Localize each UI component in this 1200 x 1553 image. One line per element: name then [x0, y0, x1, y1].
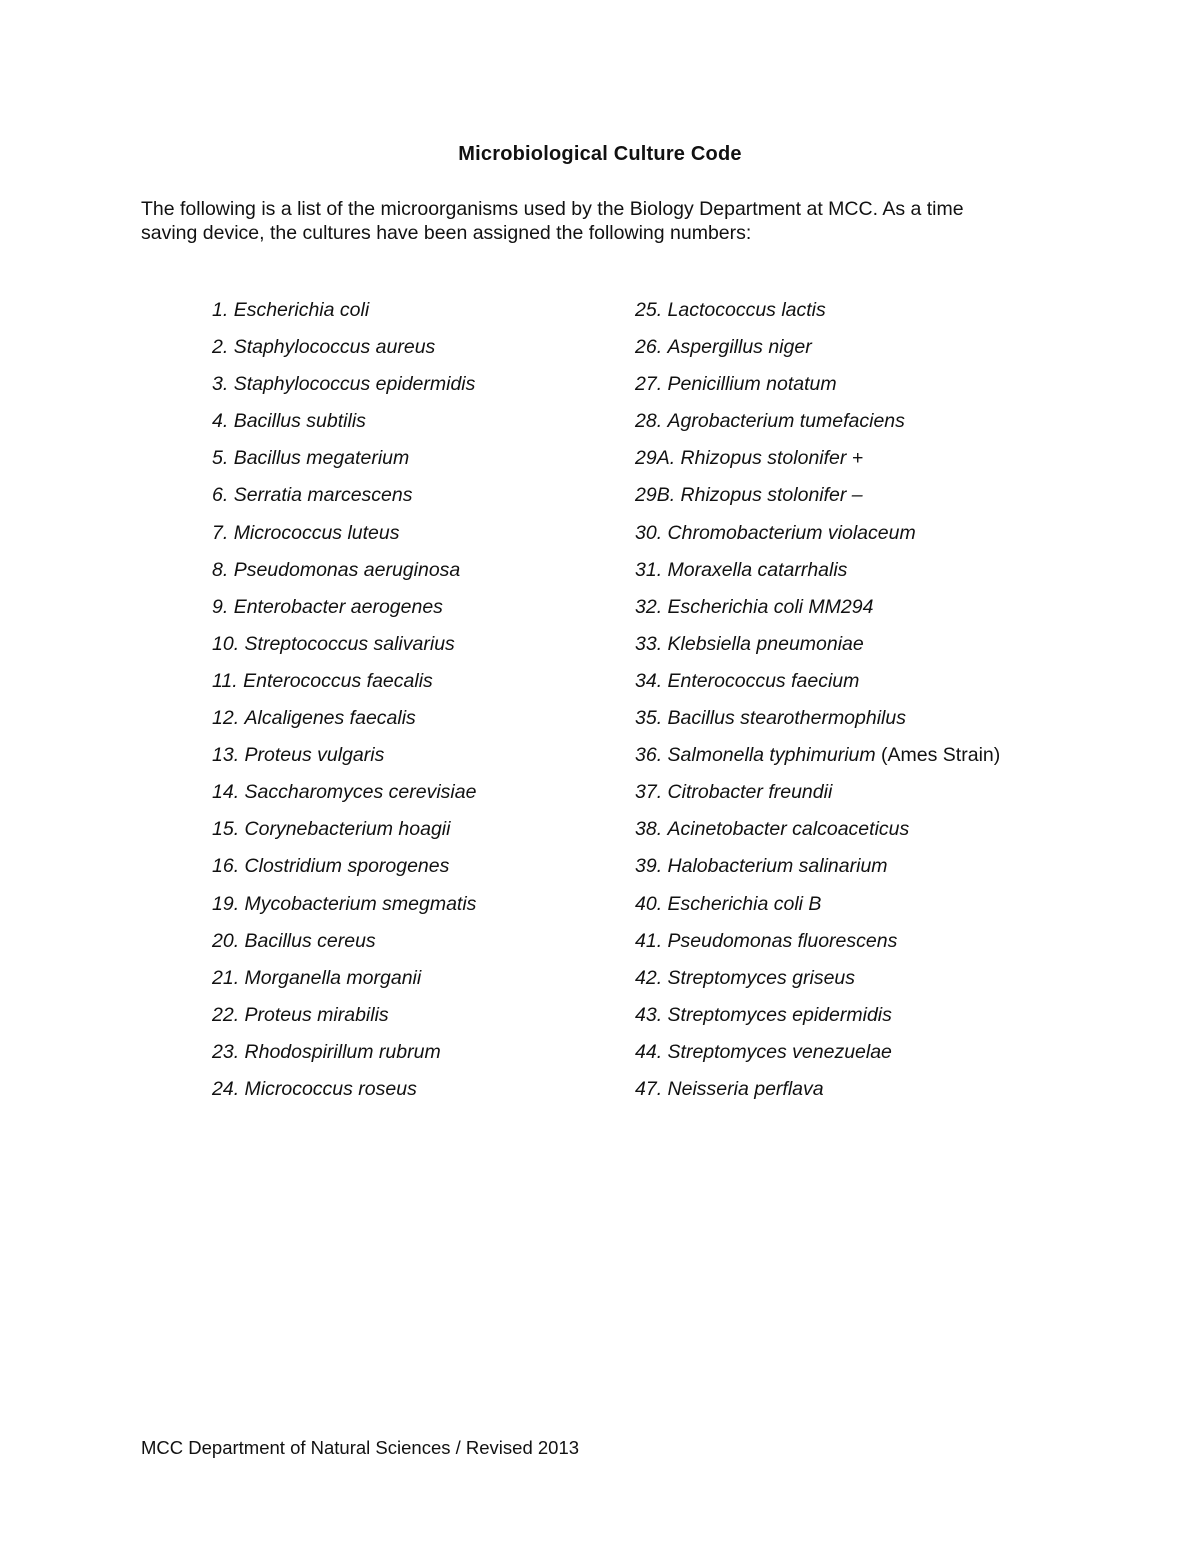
culture-name: Serratia marcescens [233, 484, 413, 507]
culture-name: Mycobacterium smegmatis [244, 892, 477, 915]
culture-name: Morganella morganii [244, 966, 422, 989]
culture-name: Lactococcus lactis [667, 299, 826, 321]
culture-list-item [635, 669, 1155, 706]
culture-list-item [212, 743, 612, 780]
culture-name: Escherichia coli MM294 [667, 595, 874, 618]
culture-name: Streptomyces epidermidis [667, 1003, 892, 1026]
culture-number: 38. [635, 818, 663, 841]
culture-name: Moraxella catarrhalis [667, 558, 848, 581]
culture-name: Citrobacter freundii [667, 781, 833, 804]
culture-number: 12. [212, 707, 240, 730]
culture-name: Micrococcus luteus [233, 521, 400, 544]
culture-number: 33. [635, 632, 663, 655]
culture-name: Proteus vulgaris [244, 744, 385, 767]
culture-list-item [635, 335, 1155, 372]
culture-number: 30. [635, 521, 663, 544]
culture-number: 19. [212, 892, 240, 915]
culture-number: 22. [212, 1003, 240, 1026]
culture-number: 7. [212, 521, 229, 544]
culture-number: 6. [212, 484, 229, 507]
culture-list-item [635, 1077, 1155, 1114]
culture-number: 47. [635, 1077, 663, 1100]
culture-list-item [212, 446, 612, 483]
culture-list-item [635, 966, 1155, 1003]
culture-number: 3. [212, 373, 229, 396]
culture-name: Staphylococcus epidermidis [233, 373, 476, 396]
culture-number: 4. [212, 410, 229, 433]
culture-list-item [212, 706, 612, 743]
culture-number: 44. [635, 1040, 663, 1063]
culture-number: 5. [212, 447, 229, 470]
culture-list-item [635, 1003, 1155, 1040]
culture-list-item [635, 595, 1155, 632]
culture-name: Pseudomonas fluorescens [667, 929, 898, 952]
culture-list-item [212, 298, 612, 335]
culture-list-item [212, 521, 612, 558]
culture-number: 16. [212, 855, 240, 878]
culture-number: 9. [212, 595, 229, 618]
culture-name: Escherichia coli [233, 299, 370, 321]
culture-number: 41. [635, 929, 663, 952]
culture-list-item [212, 632, 612, 669]
culture-list-left [212, 298, 612, 1114]
culture-number: 31. [635, 558, 663, 581]
culture-list-item [635, 409, 1155, 446]
culture-number: 25. [635, 299, 663, 321]
culture-name: Streptococcus salivarius [244, 632, 455, 655]
culture-number: 23. [212, 1040, 240, 1063]
culture-list-item [212, 854, 612, 891]
culture-name: Klebsiella pneumoniae [667, 632, 864, 655]
culture-name: Alcaligenes faecalis [244, 707, 416, 730]
culture-list-item [212, 595, 612, 632]
culture-list-item [635, 558, 1155, 595]
culture-list-item [212, 1003, 612, 1040]
culture-list-item [212, 966, 612, 1003]
culture-name: Bacillus megaterium [233, 447, 410, 470]
culture-name: Saccharomyces cerevisiae [244, 781, 477, 804]
culture-number: 15. [212, 818, 240, 841]
culture-number: 1. [212, 299, 229, 321]
culture-number: 39. [635, 855, 663, 878]
culture-list-item [635, 483, 1155, 520]
culture-number: 13. [212, 744, 240, 767]
culture-name: Rhizopus stolonifer + [680, 447, 864, 470]
culture-name: Rhodospirillum rubrum [244, 1040, 441, 1063]
culture-name: Bacillus cereus [244, 929, 376, 952]
culture-list-item [635, 817, 1155, 854]
culture-name: Neisseria perflava [667, 1077, 824, 1100]
culture-list-item [635, 446, 1155, 483]
culture-list-item [635, 929, 1155, 966]
culture-list-item [635, 743, 1155, 780]
culture-list-item [212, 669, 612, 706]
culture-list-item [212, 409, 612, 446]
culture-name: Proteus mirabilis [244, 1003, 389, 1026]
culture-name: Escherichia coli B [667, 892, 822, 915]
culture-number: 10. [212, 632, 240, 655]
culture-list-item [212, 372, 612, 409]
culture-number: 2. [212, 336, 229, 359]
culture-name: Streptomyces venezuelae [667, 1040, 892, 1063]
culture-name: Chromobacterium violaceum [667, 521, 916, 544]
culture-number: 14. [212, 781, 240, 804]
culture-list-item [635, 521, 1155, 558]
culture-number: 35. [635, 707, 663, 730]
culture-number: 8. [212, 558, 229, 581]
culture-name: Acinetobacter calcoaceticus [667, 818, 910, 841]
culture-name: Micrococcus roseus [244, 1077, 417, 1100]
culture-list-item [212, 892, 612, 929]
culture-number: 32. [635, 595, 663, 618]
culture-number: 21. [212, 966, 240, 989]
culture-number: 37. [635, 781, 663, 804]
culture-name: Bacillus subtilis [233, 410, 366, 433]
culture-number: 40. [635, 892, 663, 915]
culture-strain-note: (Ames Strain) [881, 744, 1001, 767]
culture-list-item [635, 892, 1155, 929]
culture-list-item [212, 929, 612, 966]
culture-name: Rhizopus stolonifer – [680, 484, 863, 507]
culture-name: Halobacterium salinarium [667, 855, 888, 878]
culture-number: 42. [635, 966, 663, 989]
culture-number: 29B. [635, 484, 676, 507]
culture-list-item [212, 335, 612, 372]
culture-name: Bacillus stearothermophilus [667, 707, 906, 730]
culture-list-item [635, 854, 1155, 891]
culture-number: 34. [635, 669, 663, 692]
page-footer: MCC Department of Natural Sciences / Revised 2013 [141, 1437, 580, 1458]
page-title: Microbiological Culture Code [458, 143, 742, 165]
culture-name: Enterobacter aerogenes [233, 595, 443, 618]
culture-list-item [212, 780, 612, 817]
culture-name: Clostridium sporogenes [244, 855, 450, 878]
culture-name: Aspergillus niger [667, 336, 812, 359]
culture-list-item [212, 1077, 612, 1114]
culture-number: 20. [212, 929, 240, 952]
culture-number: 43. [635, 1003, 663, 1026]
culture-name: Streptomyces griseus [667, 966, 856, 989]
culture-list-right [635, 298, 1155, 1114]
culture-number: 24. [212, 1077, 240, 1100]
culture-name: Pseudomonas aeruginosa [233, 558, 461, 581]
culture-list-item [212, 558, 612, 595]
culture-list-item [212, 1040, 612, 1077]
culture-list-item [635, 1040, 1155, 1077]
culture-list-item [635, 372, 1155, 409]
culture-list-item [635, 706, 1155, 743]
culture-list-item [212, 817, 612, 854]
intro-paragraph [141, 197, 1081, 245]
culture-number: 36. [635, 744, 663, 767]
culture-number: 11. [212, 669, 238, 692]
culture-number: 27. [635, 373, 663, 396]
culture-name: Corynebacterium hoagii [244, 818, 451, 841]
culture-name: Agrobacterium tumefaciens [667, 410, 905, 433]
culture-name: Salmonella typhimurium [667, 744, 876, 767]
culture-name: Penicillium notatum [667, 373, 837, 396]
culture-name: Enterococcus faecalis [243, 669, 433, 692]
culture-list-item [635, 780, 1155, 817]
culture-number: 26. [635, 336, 663, 359]
culture-list-item [635, 298, 1155, 335]
culture-number: 29A. [635, 447, 676, 470]
culture-list-item [212, 483, 612, 520]
culture-name: Enterococcus faecium [667, 669, 860, 692]
culture-number: 28. [635, 410, 663, 433]
culture-name: Staphylococcus aureus [233, 336, 436, 359]
intro-line: saving device, the cultures have been assigned the following numbers: [141, 222, 752, 244]
culture-list-item [635, 632, 1155, 669]
intro-line: The following is a list of the microorganisms used by the Biology Department at MCC. As a time [141, 198, 964, 220]
